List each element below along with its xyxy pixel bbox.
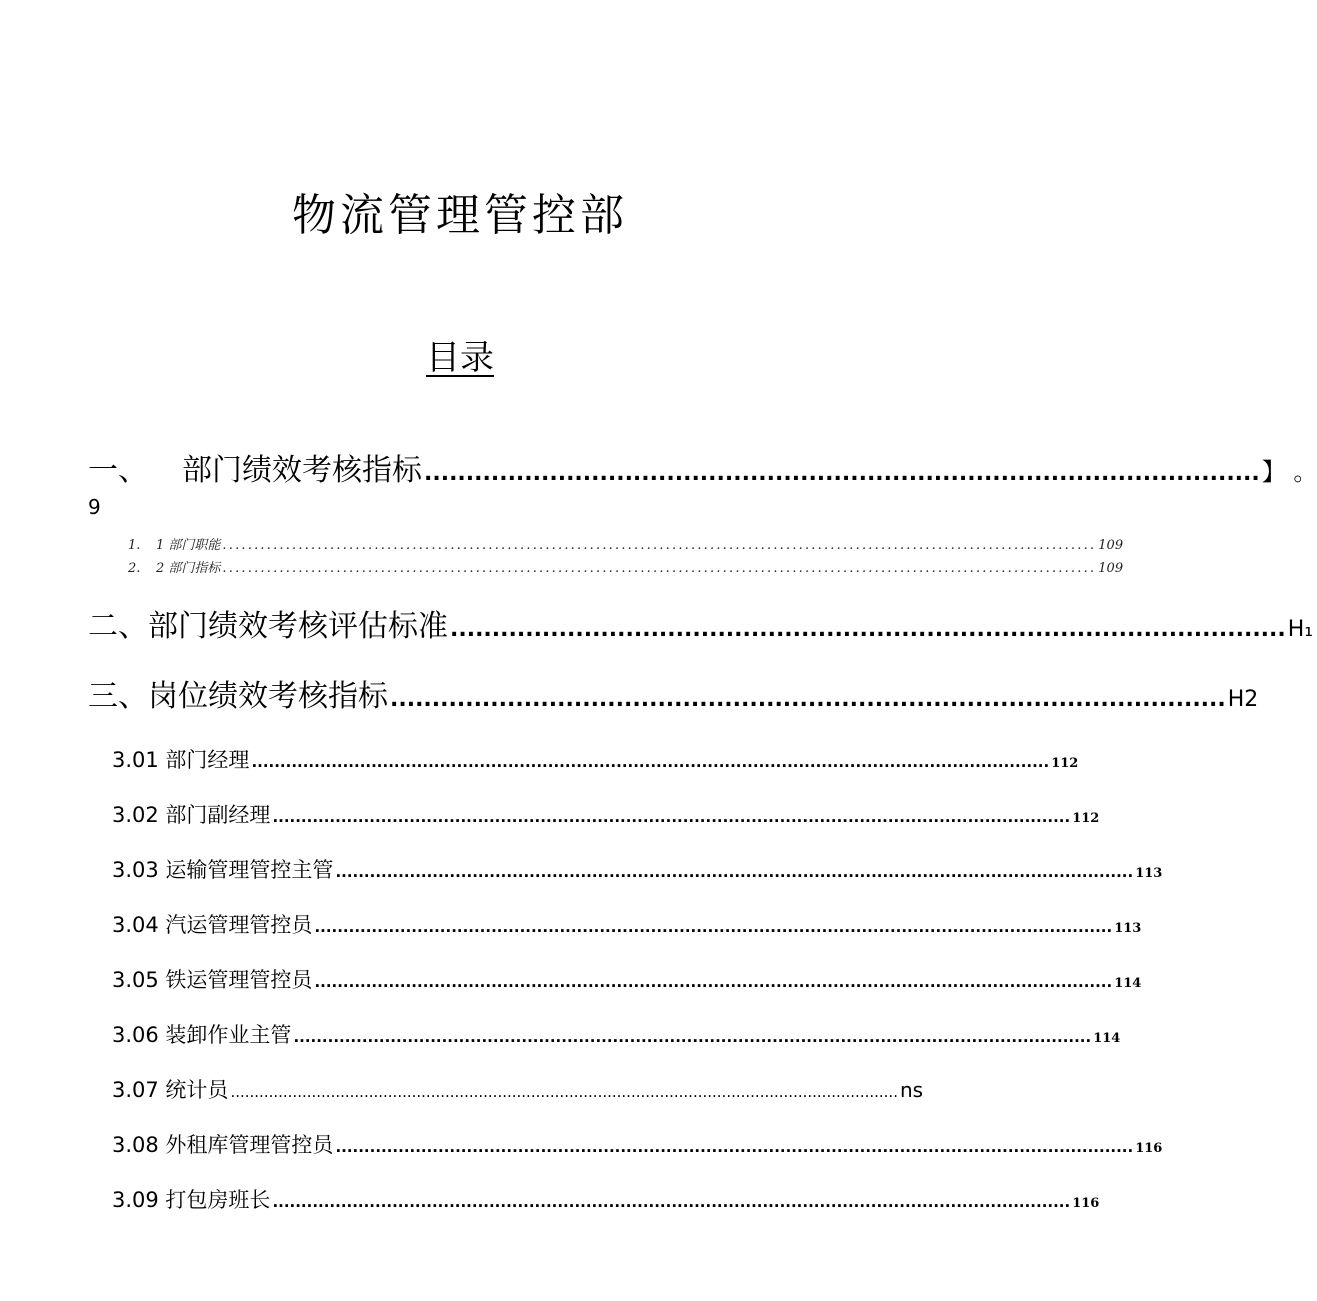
document-title: 物流管理管控部 [292, 190, 628, 241]
toc-heading-text: 目录 [426, 338, 494, 378]
toc-item[interactable] [112, 1186, 1100, 1218]
toc-subentry-1-1[interactable] [128, 537, 1124, 555]
toc-leader-dots: .......................................................................................................................................... [222, 561, 1097, 576]
toc-subentry-number: 2. [128, 561, 141, 576]
toc-item-page: 112 [1051, 756, 1079, 771]
toc-heading [0, 336, 920, 380]
toc-item-label: 3.02 部门副经理 [112, 803, 271, 827]
toc-item-page: 116 [1072, 1196, 1100, 1211]
toc-leader-dots: ............................................................................................................................................ [314, 973, 1113, 991]
toc-leader-dots: ............................................................................................................................................ [314, 918, 1113, 936]
toc-leader-dots: ............................................................................................................................................ [335, 1138, 1134, 1156]
toc-item[interactable] [112, 1076, 924, 1106]
toc-leader-dots: ............................................................................................................................................ [251, 753, 1050, 771]
toc-item-label: 3.06 装卸作业主管 [112, 1023, 292, 1047]
toc-leader-dots: ............................................................................................................................................ [293, 1028, 1092, 1046]
toc-item[interactable] [112, 856, 1163, 888]
toc-leader-dots: ............................................................................................................................................ [272, 1193, 1071, 1211]
toc-item-label: 3.08 外租库管理管控员 [112, 1133, 334, 1157]
toc-item-page: 113 [1135, 866, 1163, 881]
toc-item[interactable] [112, 1131, 1163, 1163]
toc-leader-dots: .......................................................................................................................................... [222, 538, 1097, 553]
toc-entry-section-3[interactable] [88, 678, 1259, 719]
toc-leader-dots: ............................................................................................................................................ [335, 863, 1134, 881]
toc-entry-tail: 】 。 [1261, 458, 1317, 486]
toc-entry-label: 部门绩效考核指标 [182, 453, 422, 488]
toc-entry-section-1-page: 9 [88, 495, 101, 519]
toc-leader-dots: .................................................................................................... [390, 687, 1226, 712]
toc-item-label: 3.09 打包房班长 [112, 1188, 271, 1212]
toc-item-label: 3.05 铁运管理管控员 [112, 968, 313, 992]
toc-entry-number: 一、 [88, 453, 148, 488]
toc-subentry-number: 1. [128, 538, 141, 553]
toc-item[interactable] [112, 911, 1142, 943]
toc-item-page: 112 [1072, 811, 1100, 826]
toc-item[interactable] [112, 966, 1142, 998]
toc-entry-page: H2 [1227, 687, 1259, 712]
toc-item[interactable] [112, 746, 1079, 778]
toc-subentry-label: 1 部门职能 [156, 538, 221, 553]
toc-subentry-page: 109 [1098, 561, 1124, 576]
toc-subentry-label: 2 部门指标 [156, 561, 221, 576]
toc-item-label: 3.01 部门经理 [112, 748, 250, 772]
toc-entry-section-1[interactable] [88, 452, 1317, 493]
toc-leader-dots: .................................................................................................... [424, 461, 1260, 486]
toc-item[interactable] [112, 1021, 1121, 1053]
toc-entry-label: 二、部门绩效考核评估标准 [88, 609, 448, 644]
toc-leader-dots: .................................................................................................... [450, 617, 1286, 642]
toc-entry-page: H₁ [1287, 617, 1314, 642]
toc-item-label: 3.07 统计员 [112, 1078, 229, 1102]
toc-entry-section-2[interactable] [88, 608, 1314, 649]
toc-item-page: 113 [1114, 921, 1142, 936]
toc-item-page: 116 [1135, 1141, 1163, 1156]
toc-leader-dots: ............................................................................................................................................ [272, 808, 1071, 826]
toc-entry-label: 三、岗位绩效考核指标 [88, 679, 388, 714]
toc-item-page: 114 [1114, 976, 1142, 991]
toc-leader-dots: ............................................................................................................................................ [230, 1083, 898, 1101]
toc-item-label: 3.03 运输管理管控主管 [112, 858, 334, 882]
toc-item-page: ns [899, 1078, 924, 1102]
toc-subentry-page: 109 [1098, 538, 1124, 553]
toc-item-label: 3.04 汽运管理管控员 [112, 913, 313, 937]
toc-item-page: 114 [1093, 1031, 1121, 1046]
toc-item[interactable] [112, 801, 1100, 833]
toc-subentry-1-2[interactable] [128, 560, 1124, 578]
